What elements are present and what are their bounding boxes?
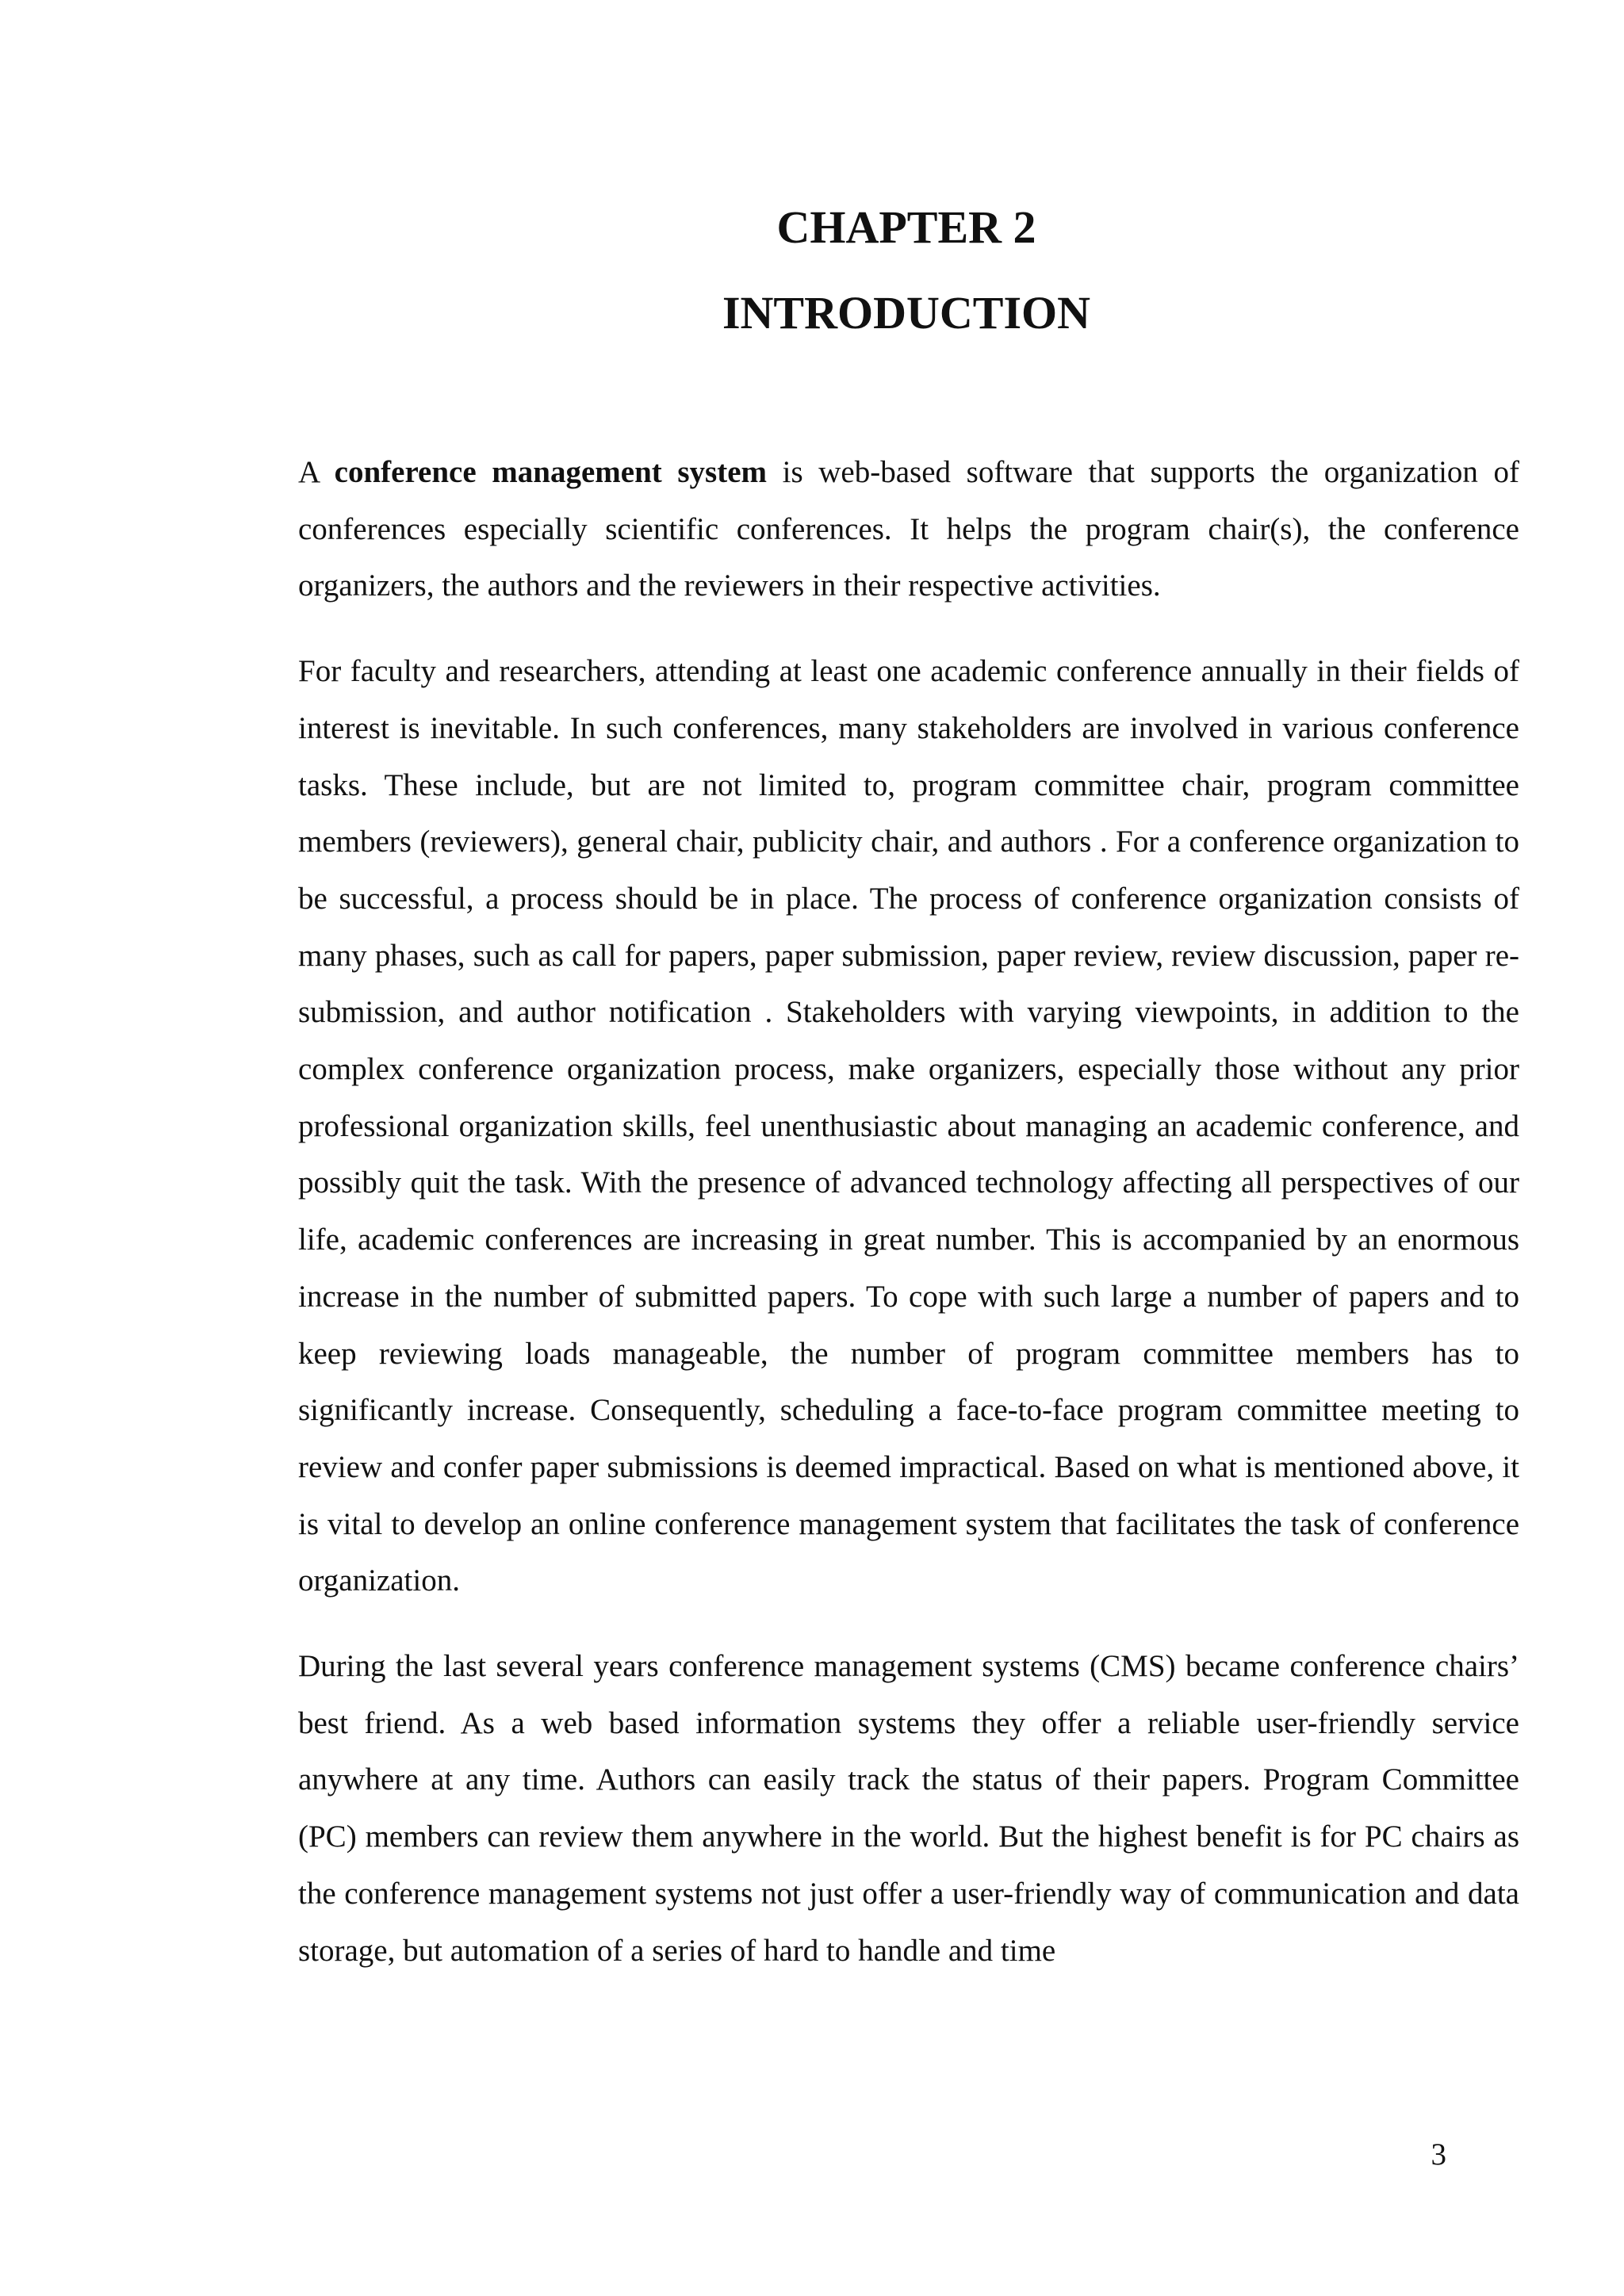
chapter-title-heading: INTRODUCTION bbox=[722, 287, 1091, 339]
chapter-number-heading: CHAPTER 2 bbox=[776, 201, 1036, 253]
bold-term: conference management system bbox=[334, 455, 768, 489]
paragraph-definition bbox=[298, 444, 1519, 614]
paragraph-prefix: A bbox=[298, 455, 335, 489]
body-text bbox=[298, 444, 1519, 2007]
paragraph-motivation: For faculty and researchers, attending at least one academic conference annually in their fields of interest is inevitable. In such conferences, many stakeholders are involved in various conference tasks. These include, but are not limited to, program committee chair, program committee members (reviewers), general chair, publicity chair, and authors . For a conference organization to be successful, a process should be in place. The process of conference organization consists of many phases, such as call for papers, paper submission, paper review, review discussion, paper re-submission, and author notification . Stakeholders with varying viewpoints, in addition to the complex conference organization process, make organizers, especially those without any prior professional organization skills, feel unenthusiastic about managing an academic conference, and possibly quit the task. With the presence of advanced technology affecting all perspectives of our life, academic conferences are increasing in great number. This is accompanied by an enormous increase in the number of submitted papers. To cope with such large a number of papers and to keep reviewing loads manageable, the number of program committee members has to significantly increase. Consequently, scheduling a face-to-face program committee meeting to review and confer paper submissions is deemed impractical. Based on what is mentioned above, it is vital to develop an online conference management system that facilitates the task of conference organization. bbox=[298, 654, 1519, 1598]
page-number: 3 bbox=[1431, 2137, 1446, 2172]
paragraph-cms-benefits: During the last several years conference management systems (CMS) became conference chairs’ best friend. As a web based information systems they offer a reliable user-friendly service anywhere at any time. Authors can easily track the status of their papers. Program Committee (PC) members can review them anywhere in the world. But the highest benefit is for PC chairs as the conference management systems not just offer a user-friendly way of communication and data storage, but automation of a series of hard to handle and time bbox=[298, 1649, 1519, 1968]
paragraph-text: is web-based software that supports the organization of conferences especially scientific conferences. It helps the program chair(s), the conference organizers, the authors and the reviewers in their respective activities. bbox=[298, 455, 1520, 603]
